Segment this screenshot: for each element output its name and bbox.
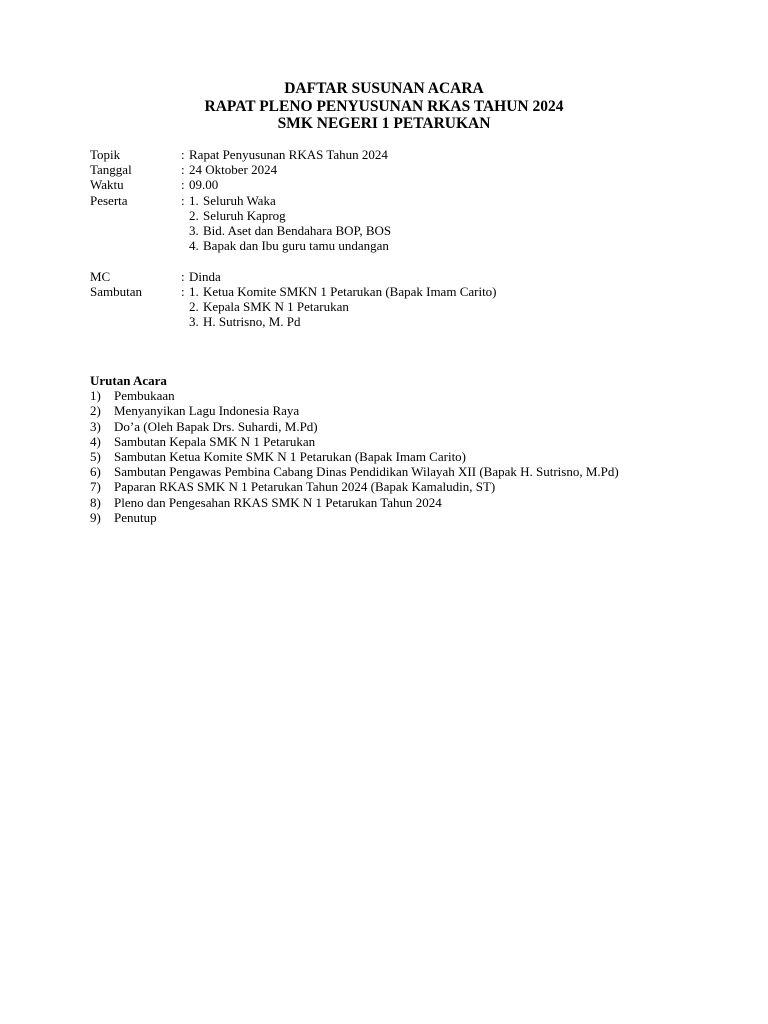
list-item [90,495,678,510]
list-item [189,238,690,253]
list-item [189,284,690,299]
list-item [189,223,690,238]
list-number: 9) [90,509,101,525]
info-colon: : [181,268,185,284]
list-text: Pleno dan Pengesahan RKAS SMK N 1 Petarukan Tahun 2024 [114,494,442,510]
title-line-2: RAPAT PLENO PENYUSUNAN RKAS TAHUN 2024 [204,97,564,115]
info-value-tanggal: 24 Oktober 2024 [189,162,278,178]
list-text: Pembukaan [114,388,175,404]
info-colon: : [181,177,185,193]
list-number: 1. [189,192,199,208]
info-value-topik: Rapat Penyusunan RKAS Tahun 2024 [189,147,388,162]
title-line-1: DAFTAR SUSUNAN ACARA [284,80,484,97]
list-item [90,449,678,464]
info-label: MC [90,268,111,284]
info-label: Tanggal [90,162,132,178]
peserta-list [189,193,690,254]
list-item [189,314,690,329]
list-item [189,193,690,208]
list-text: Seluruh Kaprog [203,207,286,223]
list-text: Ketua Komite SMKN 1 Petarukan (Bapak Imam Carito) [203,283,497,299]
list-text: H. Sutrisno, M. Pd [203,314,301,330]
list-text: Paparan RKAS SMK N 1 Petarukan Tahun 2024 (Bapak Kamaludin, ST) [114,479,496,495]
info-colon: : [181,162,185,178]
list-number: 3. [189,223,199,239]
list-text: Seluruh Waka [203,192,276,208]
document-title [0,80,768,133]
info-row-sambutan [90,284,690,330]
list-number: 1) [90,388,101,404]
list-number: 3) [90,418,101,434]
list-item [189,208,690,223]
list-number: 7) [90,479,101,495]
section-heading: Urutan Acara [90,373,167,388]
info-colon: : [181,147,185,162]
info-label: Topik [90,147,121,162]
list-item [90,464,678,479]
list-text: Menyanyikan Lagu Indonesia Raya [114,403,300,419]
info-value-waktu: 09.00 [189,177,219,193]
list-item [90,434,678,449]
sambutan-list [189,284,690,330]
list-text: Sambutan Ketua Komite SMK N 1 Petarukan (Bapak Imam Carito) [114,449,467,465]
info-label: Sambutan [90,283,142,299]
list-text: Bapak dan Ibu guru tamu undangan [203,238,389,254]
list-number: 2. [189,299,199,315]
spacer [90,253,690,268]
list-text: Sambutan Pengawas Pembina Cabang Dinas Pendidikan Wilayah XII (Bapak H. Sutrisno, M.Pd) [114,464,619,480]
info-label: Waktu [90,177,124,193]
list-item [90,479,678,494]
list-number: 8) [90,494,101,510]
list-item [90,403,678,418]
info-row-waktu [90,177,690,192]
list-text: Bid. Aset dan Bendahara BOP, BOS [203,223,392,239]
info-colon: : [181,192,185,208]
list-number: 2) [90,403,101,419]
event-info [90,147,690,329]
list-text: Do’a (Oleh Bapak Drs. Suhardi, M.Pd) [114,418,318,434]
list-number: 3. [189,314,199,330]
urutan-acara [90,373,678,525]
info-colon: : [181,283,185,299]
list-item [90,388,678,403]
info-row-topik [90,147,690,162]
list-number: 2. [189,207,199,223]
info-row-peserta [90,193,690,254]
list-item [90,419,678,434]
info-label: Peserta [90,192,128,208]
list-text: Penutup [114,509,157,525]
title-line-3: SMK NEGERI 1 PETARUKAN [277,115,491,132]
info-row-mc [90,269,690,284]
list-number: 1. [189,283,199,299]
list-number: 4) [90,433,101,449]
list-item [90,510,678,525]
list-number: 6) [90,464,101,480]
list-text: Kepala SMK N 1 Petarukan [203,299,349,315]
list-number: 4. [189,238,199,254]
list-number: 5) [90,449,101,465]
list-text: Sambutan Kepala SMK N 1 Petarukan [114,433,316,449]
list-item [189,299,690,314]
info-value-mc: Dinda [189,268,221,284]
info-row-tanggal [90,162,690,177]
